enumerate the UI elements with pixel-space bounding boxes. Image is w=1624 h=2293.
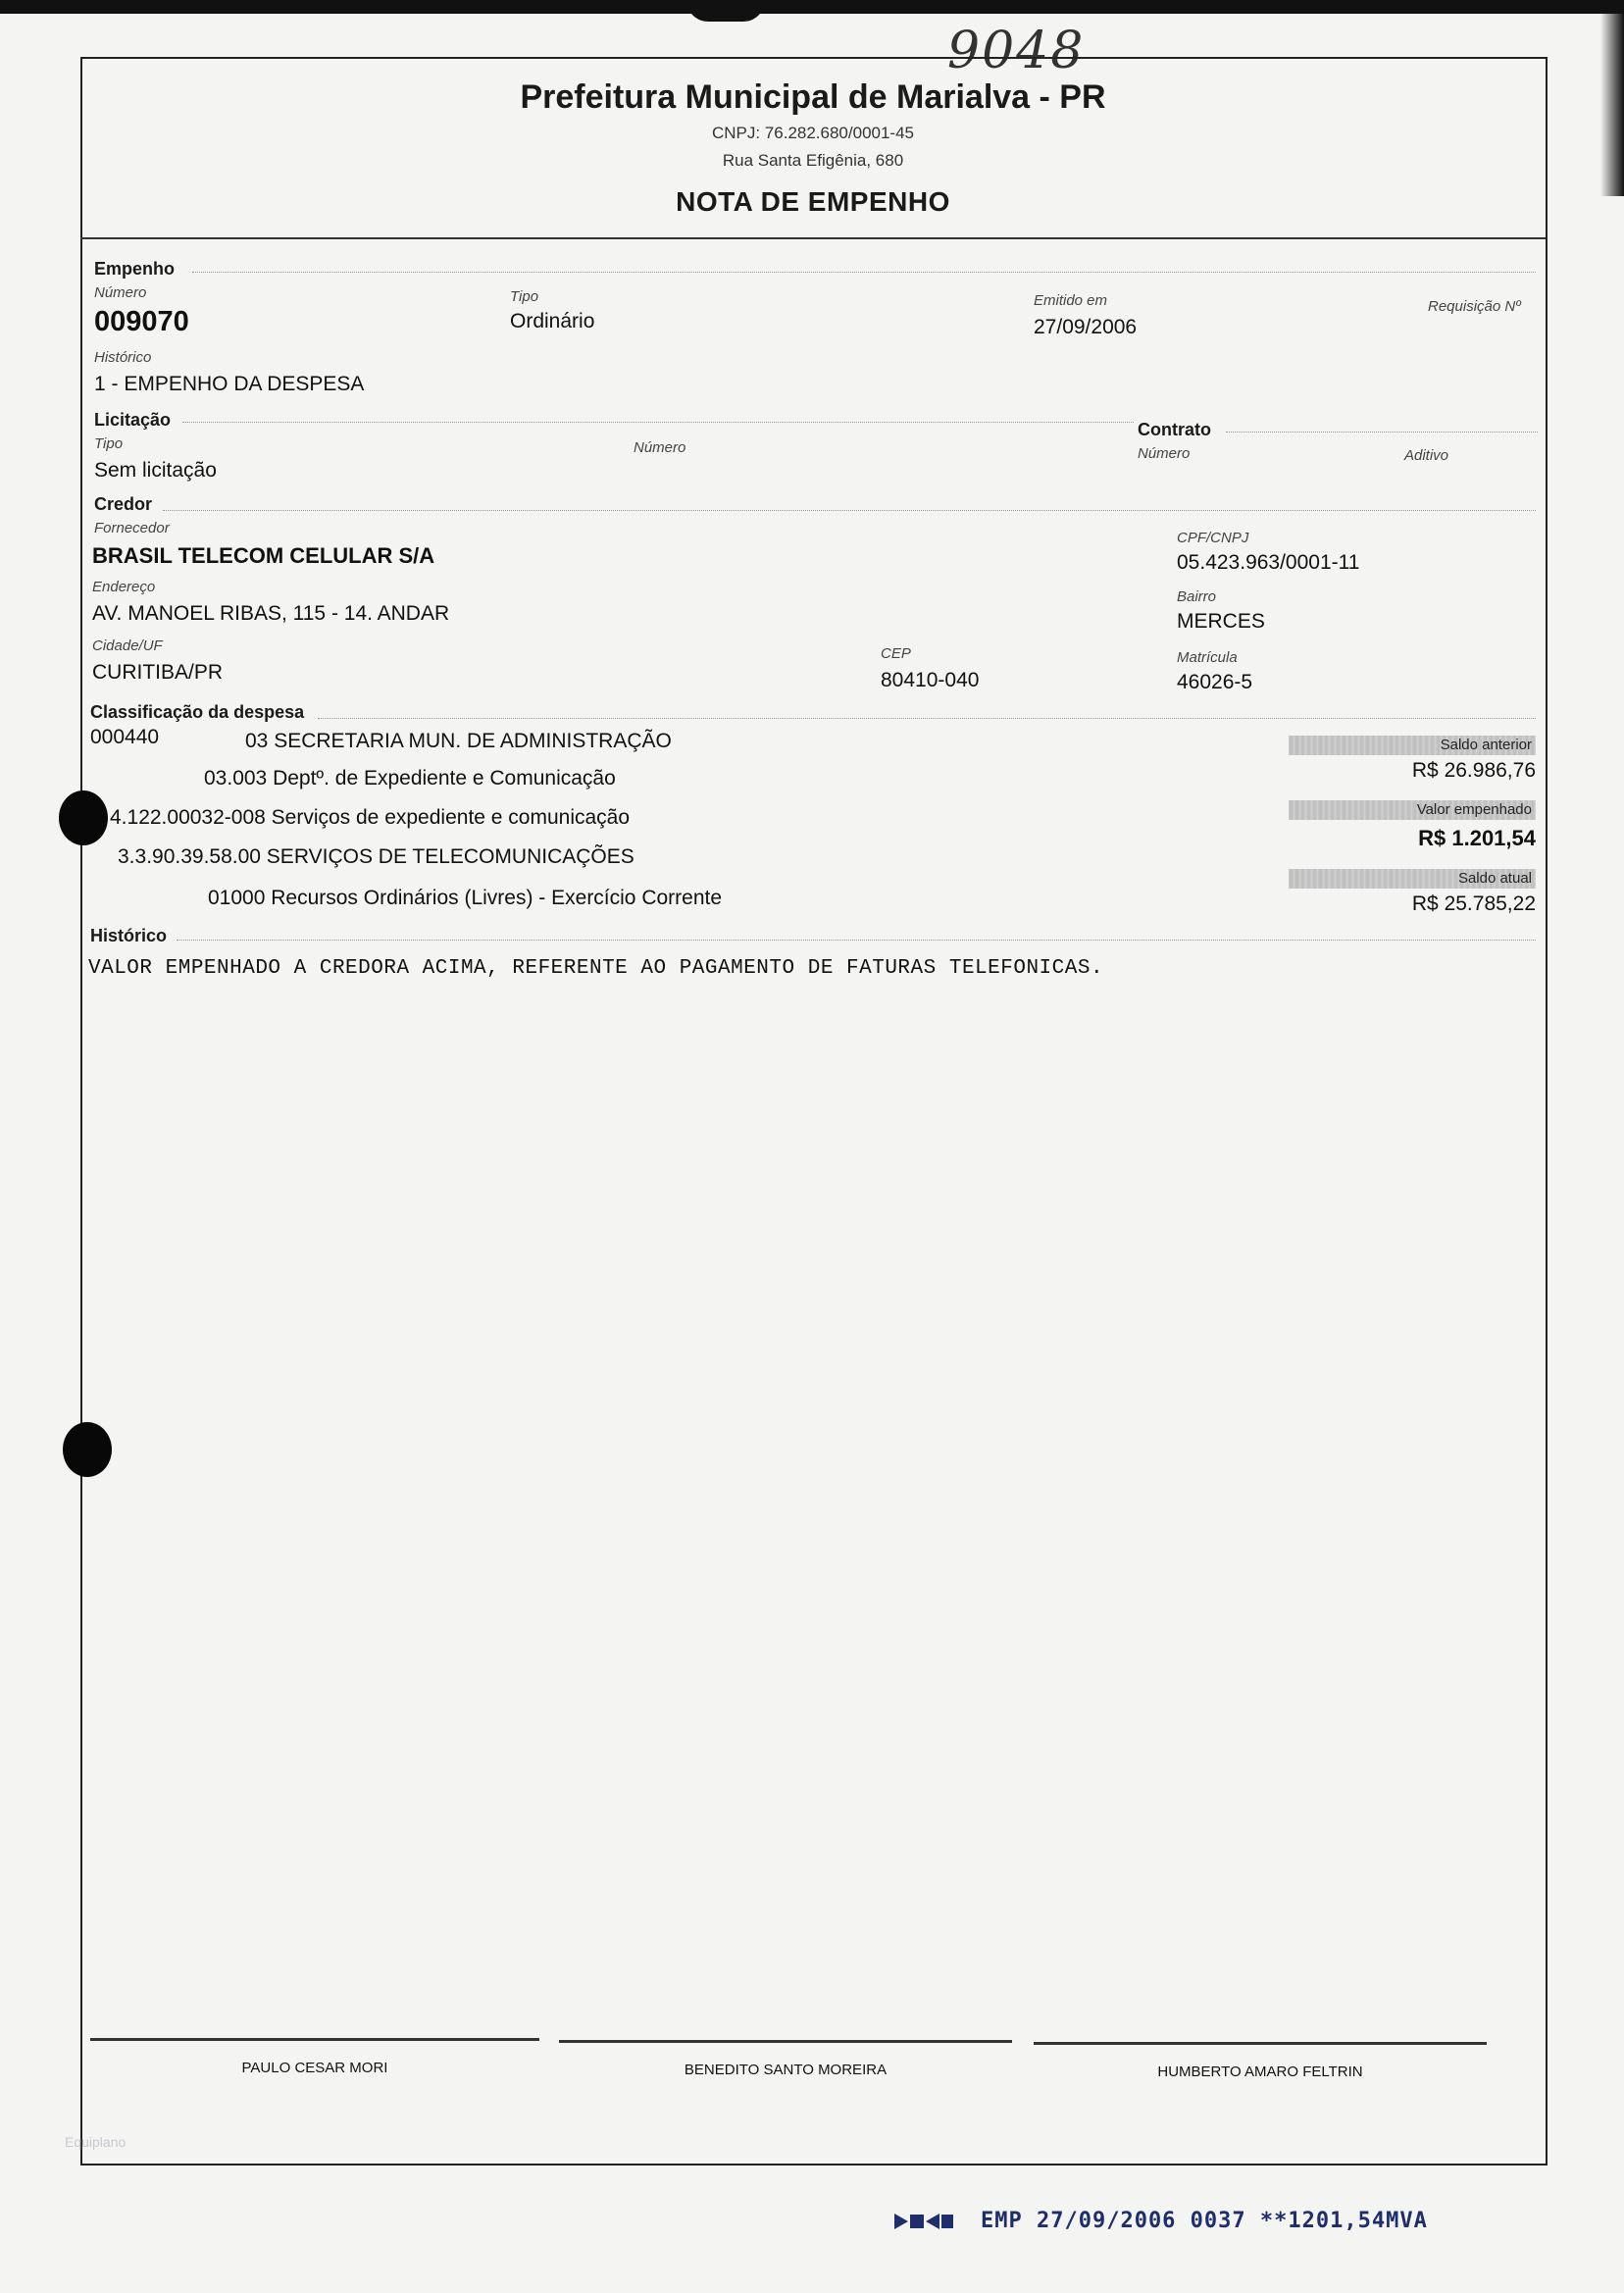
contrato-aditivo-label: Aditivo [1404, 447, 1449, 464]
document-title: NOTA DE EMPENHO [676, 186, 950, 217]
empenho-historico: 1 - EMPENHO DA DESPESA [94, 373, 365, 395]
section-contrato: Contrato [1138, 420, 1211, 439]
classificacao-line-4: 3.3.90.39.58.00 SERVIÇOS DE TELECOMUNICAÇÕES [118, 845, 634, 868]
section-rule [182, 422, 1134, 423]
cep-label: CEP [881, 645, 911, 662]
empenho-numero: 009070 [94, 306, 189, 337]
section-classificacao: Classificação da despesa [90, 702, 305, 722]
section-rule [163, 510, 1536, 511]
municipality-title: Prefeitura Municipal de Marialva - PR [520, 78, 1106, 116]
licitacao-tipo-label: Tipo [94, 435, 124, 452]
emitido-label: Emitido em [1034, 292, 1108, 309]
fornecedor-label: Fornecedor [94, 520, 170, 536]
bairro-value: MERCES [1177, 610, 1265, 633]
punch-hole-bottom [63, 1422, 112, 1477]
matricula-label: Matrícula [1177, 649, 1238, 666]
header-divider [80, 237, 1546, 239]
scan-top-edge [0, 0, 1624, 14]
endereco-label: Endereço [92, 579, 156, 595]
valor-empenhado-value: R$ 1.201,54 [1418, 826, 1536, 850]
empenho-historico-label: Histórico [94, 349, 152, 366]
section-rule [318, 718, 1536, 719]
section-empenho: Empenho [94, 259, 176, 279]
cep-value: 80410-040 [881, 669, 980, 691]
section-rule [177, 940, 1536, 941]
signature-line-1 [90, 2038, 539, 2041]
empenho-tipo-label: Tipo [510, 288, 539, 305]
signature-line-3 [1034, 2042, 1487, 2045]
matricula-value: 46026-5 [1177, 671, 1253, 693]
classificacao-code: 000440 [90, 726, 160, 748]
footer-stamp: EMP 27/09/2006 0037 **1201,54MVA [981, 2209, 1428, 2233]
requisicao-label: Requisição Nº [1428, 298, 1521, 315]
cidade-label: Cidade/UF [92, 637, 163, 654]
signature-name-3: HUMBERTO AMARO FELTRIN [1157, 2064, 1363, 2080]
licitacao-numero-label: Número [634, 439, 686, 456]
stamp-logo [894, 2211, 955, 2237]
saldo-atual-label: Saldo atual [1289, 869, 1536, 889]
section-historico: Histórico [90, 926, 168, 945]
section-licitacao: Licitação [94, 410, 172, 430]
classificacao-line-2: 03.003 Deptº. de Expediente e Comunicação [204, 767, 616, 790]
fornecedor-name: BRASIL TELECOM CELULAR S/A [92, 543, 435, 568]
valor-empenhado-label: Valor empenhado [1289, 800, 1536, 820]
emitido-date: 27/09/2006 [1034, 316, 1138, 338]
header-cnpj: CNPJ: 76.282.680/0001-45 [711, 124, 915, 142]
signature-name-1: PAULO CESAR MORI [241, 2060, 388, 2076]
software-watermark: Equiplano [65, 2134, 127, 2150]
section-rule [192, 272, 1536, 273]
scan-top-notch [686, 0, 765, 22]
saldo-anterior-label: Saldo anterior [1289, 736, 1536, 755]
handwritten-number: 9048 [947, 22, 1086, 80]
section-rule [1226, 432, 1538, 433]
signature-name-2: BENEDITO SANTO MOREIRA [684, 2062, 888, 2078]
signature-line-2 [559, 2040, 1012, 2043]
empenho-tipo: Ordinário [510, 310, 595, 332]
punch-hole-top [59, 790, 108, 845]
contrato-numero-label: Número [1138, 445, 1191, 462]
saldo-atual-value: R$ 25.785,22 [1411, 892, 1536, 915]
empenho-numero-label: Número [94, 284, 147, 301]
scan-corner-shadow [1600, 0, 1624, 196]
classificacao-line-1: 03 SECRETARIA MUN. DE ADMINISTRAÇÃO [245, 730, 672, 752]
classificacao-line-5: 01000 Recursos Ordinários (Livres) - Exercício Corrente [208, 887, 723, 909]
cidade-value: CURITIBA/PR [92, 661, 224, 684]
licitacao-tipo: Sem licitação [94, 459, 217, 482]
bairro-label: Bairro [1177, 588, 1217, 605]
cpf-label: CPF/CNPJ [1177, 530, 1249, 546]
cpf-value: 05.423.963/0001-11 [1177, 551, 1360, 574]
classificacao-line-3: 4.122.00032-008 Serviços de expediente e comunicação [110, 806, 631, 829]
endereco-value: AV. MANOEL RIBAS, 115 - 14. ANDAR [92, 602, 450, 625]
header-address: Rua Santa Efigênia, 680 [722, 151, 904, 170]
saldo-anterior-value: R$ 26.986,76 [1411, 759, 1536, 782]
historico-text: VALOR EMPENHADO A CREDORA ACIMA, REFERENTE AO PAGAMENTO DE FATURAS TELEFONICAS. [88, 957, 1104, 980]
section-credor: Credor [94, 494, 153, 514]
